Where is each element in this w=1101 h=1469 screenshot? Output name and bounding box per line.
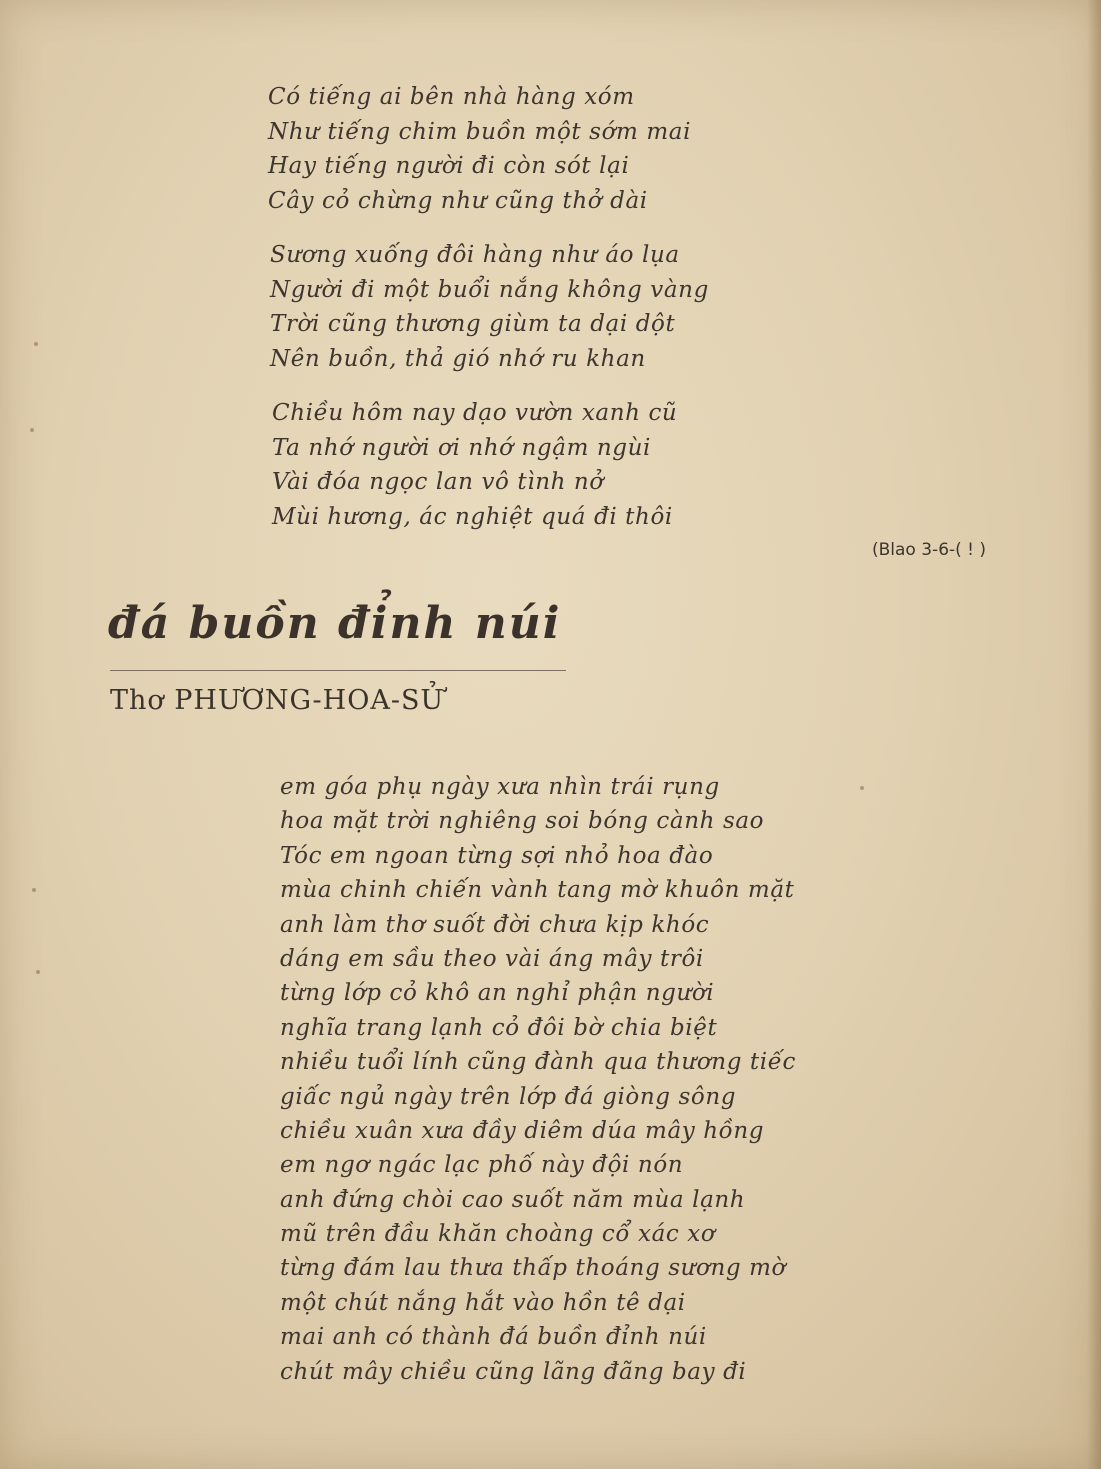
stanza	[268, 80, 709, 218]
poem-line: Người đi một buổi nắng không vàng	[270, 276, 709, 303]
poem-line: anh làm thơ suốt đời chưa kịp khóc	[280, 911, 710, 938]
poem-line: hoa mặt trời nghiêng soi bóng cành sao	[280, 808, 765, 835]
paper-speck	[36, 970, 40, 974]
poem-line: anh đứng chòi cao suốt năm mùa lạnh	[280, 1186, 746, 1213]
paper-speck	[34, 342, 38, 346]
poem-line: từng đám lau thưa thấp thoáng sương mờ	[280, 1255, 786, 1282]
page-edge-shadow	[1087, 0, 1101, 1469]
poem-line: Ta nhớ người ơi nhớ ngậm ngùi	[272, 434, 651, 461]
poem-line: dáng em sầu theo vài áng mây trôi	[280, 945, 704, 972]
stanza	[270, 238, 709, 376]
poem-line: chút mây chiều cũng lãng đãng bay đi	[280, 1358, 747, 1385]
poem-line: Sương xuống đôi hàng như áo lụa	[270, 242, 680, 268]
poem-line: Nên buồn, thả gió nhớ ru khan	[270, 345, 646, 372]
paper-speck	[860, 786, 864, 790]
paper-speck	[32, 888, 36, 892]
poem-line: Hay tiếng người đi còn sót lại	[268, 153, 630, 179]
poem-line: em góa phụ ngày xưa nhìn trái rụng	[280, 774, 720, 800]
poem-line: một chút nắng hắt vào hồn tê dại	[280, 1289, 686, 1316]
poem-upper	[268, 80, 709, 554]
poem-line: nhiều tuổi lính cũng đành qua thương tiếc	[280, 1049, 796, 1076]
poem-title: đá buồn đỉnh núi	[108, 598, 562, 649]
poem-line: mùa chinh chiến vành tang mờ khuôn mặt	[280, 877, 795, 904]
poem-line: nghĩa trang lạnh cỏ đôi bờ chia biệt	[280, 1014, 718, 1041]
poem-line: Cây cỏ chừng như cũng thở dài	[268, 187, 648, 214]
poem-line: giấc ngủ ngày trên lớp đá giòng sông	[280, 1083, 737, 1110]
poem-line: Có tiếng ai bên nhà hàng xóm	[268, 84, 635, 110]
poem-byline: Thơ PHƯƠNG-HOA-SỬ	[110, 685, 445, 716]
paper-speck	[30, 428, 34, 432]
poem-line: từng lớp cỏ khô an nghỉ phận người	[280, 980, 715, 1007]
poem-line: Tóc em ngoan từng sợi nhỏ hoa đào	[280, 842, 714, 869]
poem-lower	[280, 770, 796, 1389]
poem-line: Trời cũng thương giùm ta dại dột	[270, 311, 676, 337]
poem-line: em ngơ ngác lạc phố này đội nón	[280, 1152, 684, 1179]
poem-line: Như tiếng chim buồn một sớm mai	[268, 118, 692, 145]
stanza	[272, 396, 709, 534]
poem-line: mai anh có thành đá buồn đỉnh núi	[280, 1324, 707, 1351]
poem-line: Mùi hương, ác nghiệt quá đi thôi	[272, 503, 673, 530]
poem-line: mũ trên đầu khăn choàng cổ xác xơ	[280, 1221, 716, 1248]
poem-line: Vài đóa ngọc lan vô tình nở	[272, 469, 604, 495]
poem-line: Chiều hôm nay dạo vườn xanh cũ	[272, 400, 678, 426]
poem-line: chiều xuân xưa đầy diêm dúa mây hồng	[280, 1117, 765, 1144]
place-date-signature: (Blao 3-6-( ! )	[872, 540, 987, 560]
title-divider	[110, 670, 566, 671]
